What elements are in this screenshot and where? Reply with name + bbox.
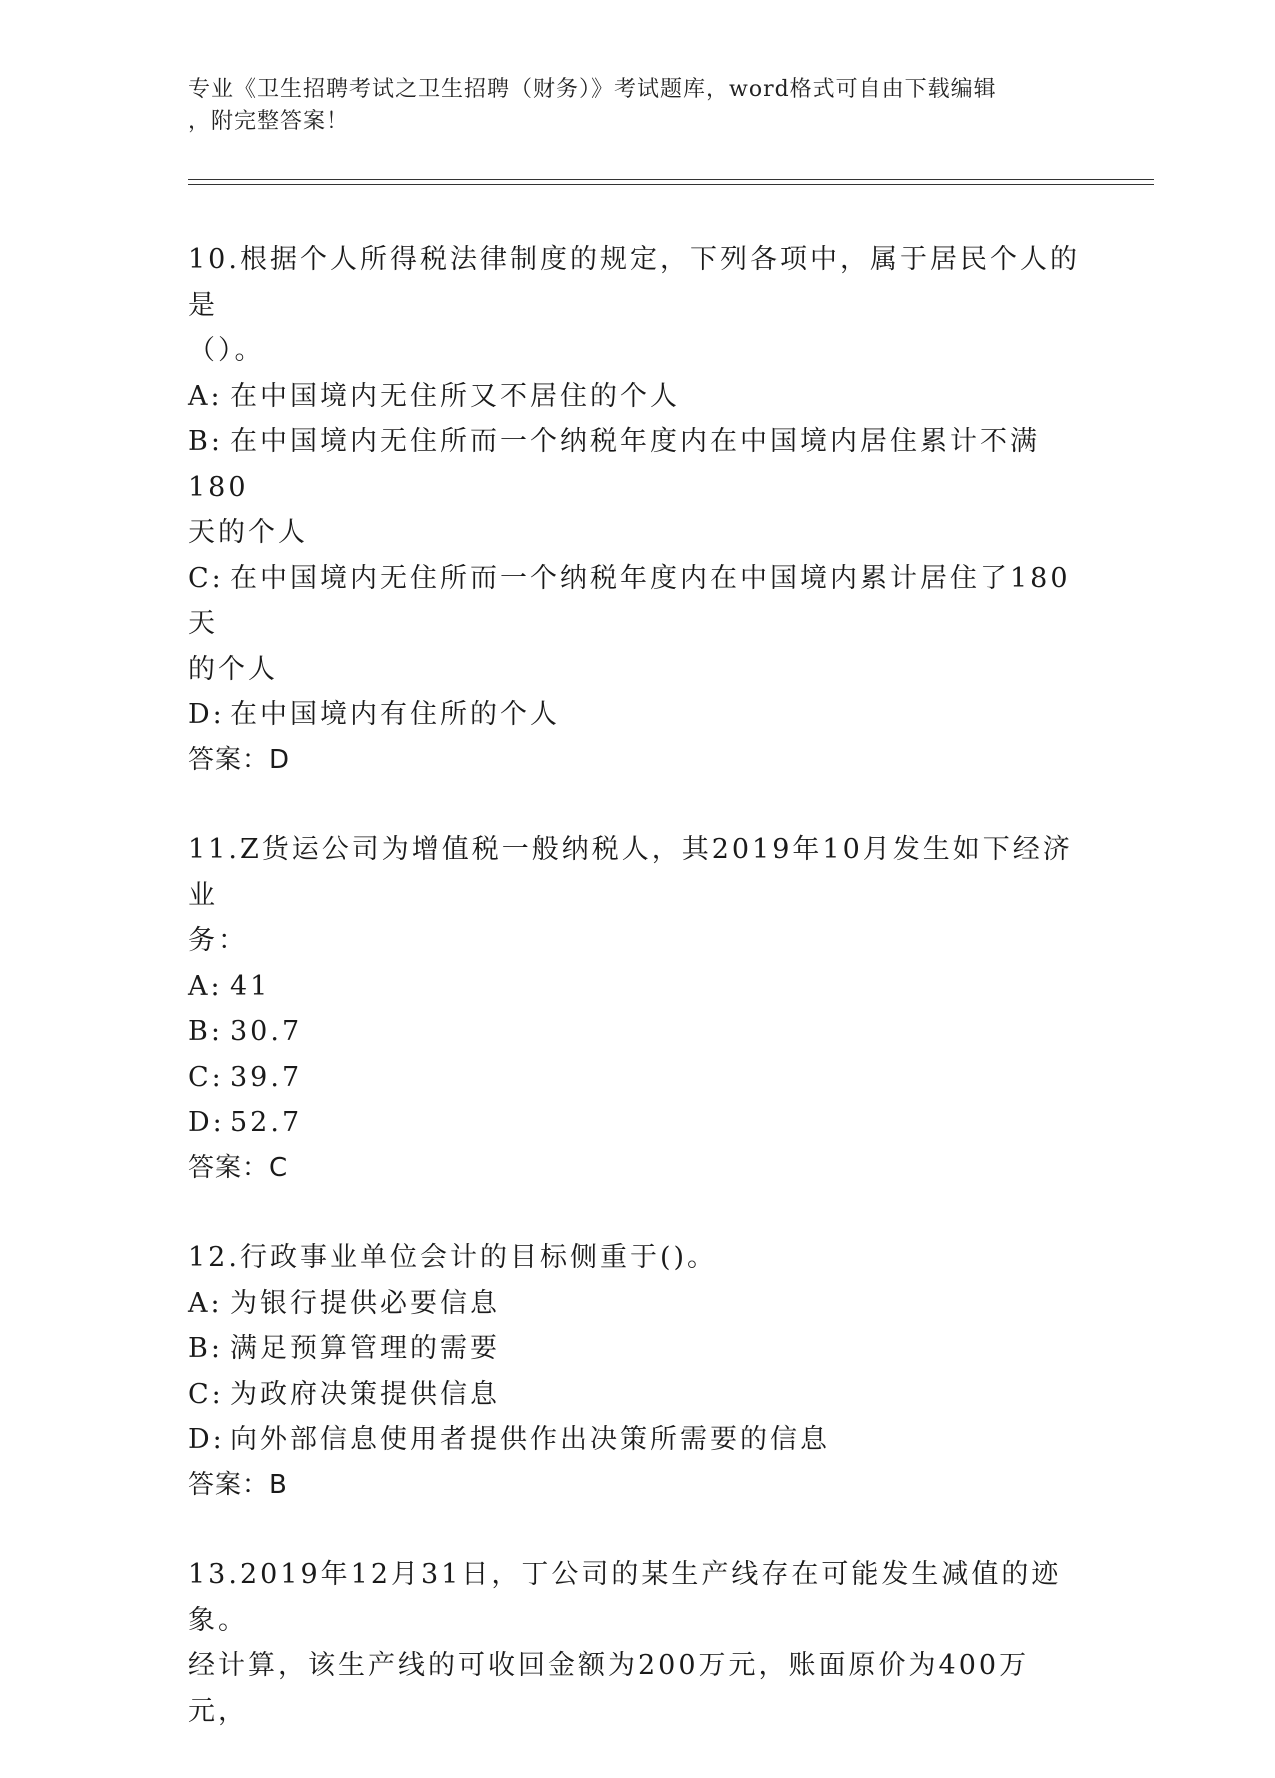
option-letter: A: — [188, 380, 223, 412]
question-stem-line: 务： — [188, 925, 248, 956]
header-rule-bottom — [188, 184, 1154, 185]
option-line — [188, 692, 1088, 738]
option-text: 为银行提供必要信息 — [230, 1287, 500, 1319]
option-text: 满足预算管理的需要 — [230, 1333, 500, 1364]
option-text: 41 — [230, 970, 271, 1002]
option-line — [188, 1009, 1088, 1055]
option-letter: C: — [188, 562, 224, 594]
option-text: 为政府决策提供信息 — [230, 1378, 500, 1410]
option-line — [188, 374, 1088, 420]
answer-line: 答案：C — [188, 1152, 289, 1183]
answer-line: 答案：D — [188, 744, 291, 775]
option-line — [188, 419, 1088, 510]
option-line — [188, 1417, 1088, 1463]
question-block — [188, 1552, 1088, 1734]
option-line — [188, 1326, 1088, 1372]
option-text: 30.7 — [230, 1016, 303, 1047]
header-line-2: ，附完整答案！ — [188, 109, 350, 134]
option-letter: D: — [188, 1424, 225, 1455]
question-block — [188, 827, 1088, 1191]
answer-line: 答案：B — [188, 1469, 288, 1500]
option-text: 在中国境内无住所而一个纳税年度内在中国境内累计居住了180天 — [188, 562, 1071, 639]
question-block — [188, 237, 1088, 783]
question-stem-line: 13.2019年12月31日，丁公司的某生产线存在可能发生减值的迹象。 — [188, 1559, 1062, 1636]
option-letter: B: — [188, 1016, 223, 1047]
option-text: 在中国境内无住所又不居住的个人 — [230, 380, 680, 412]
option-line — [188, 1100, 1088, 1146]
option-letter: A: — [188, 1287, 223, 1319]
option-text: 39.7 — [230, 1061, 303, 1093]
question-stem-line: （）。 — [188, 335, 265, 366]
option-line — [188, 556, 1088, 647]
option-text: 天的个人 — [188, 517, 308, 548]
document-header — [188, 74, 1088, 138]
option-letter: D: — [188, 699, 225, 730]
option-letter: C: — [188, 1378, 224, 1410]
option-line — [188, 1055, 1088, 1101]
option-letter: C: — [188, 1061, 224, 1093]
question-stem-line: 11.Z货运公司为增值税一般纳税人，其2019年10月发生如下经济业 — [188, 834, 1073, 911]
option-line — [188, 647, 1088, 693]
option-letter: B: — [188, 426, 223, 457]
option-line — [188, 1372, 1088, 1418]
question-block — [188, 1235, 1088, 1508]
option-text: 的个人 — [188, 653, 278, 685]
header-line-1: 专业《卫生招聘考试之卫生招聘（财务）》考试题库，word格式可自由下载编辑 — [188, 77, 997, 102]
option-line — [188, 510, 1088, 556]
header-rule-top — [188, 179, 1154, 180]
question-stem-line: 12.行政事业单位会计的目标侧重于()。 — [188, 1242, 718, 1273]
option-text: 52.7 — [230, 1107, 303, 1138]
option-text: 在中国境内有住所的个人 — [230, 699, 560, 730]
option-text: 在中国境内无住所而一个纳税年度内在中国境内居住累计不满180 — [188, 426, 1040, 503]
question-stem-line: 10.根据个人所得税法律制度的规定，下列各项中，属于居民个人的是 — [188, 244, 1080, 321]
option-text: 向外部信息使用者提供作出决策所需要的信息 — [230, 1424, 830, 1455]
option-letter: B: — [188, 1333, 223, 1364]
option-letter: D: — [188, 1107, 225, 1138]
option-line — [188, 1281, 1088, 1327]
question-stem-line: 经计算，该生产线的可收回金额为200万元，账面原价为400万元， — [188, 1650, 1030, 1727]
option-letter: A: — [188, 970, 223, 1002]
question-list — [188, 237, 1088, 1778]
option-line — [188, 964, 1088, 1010]
